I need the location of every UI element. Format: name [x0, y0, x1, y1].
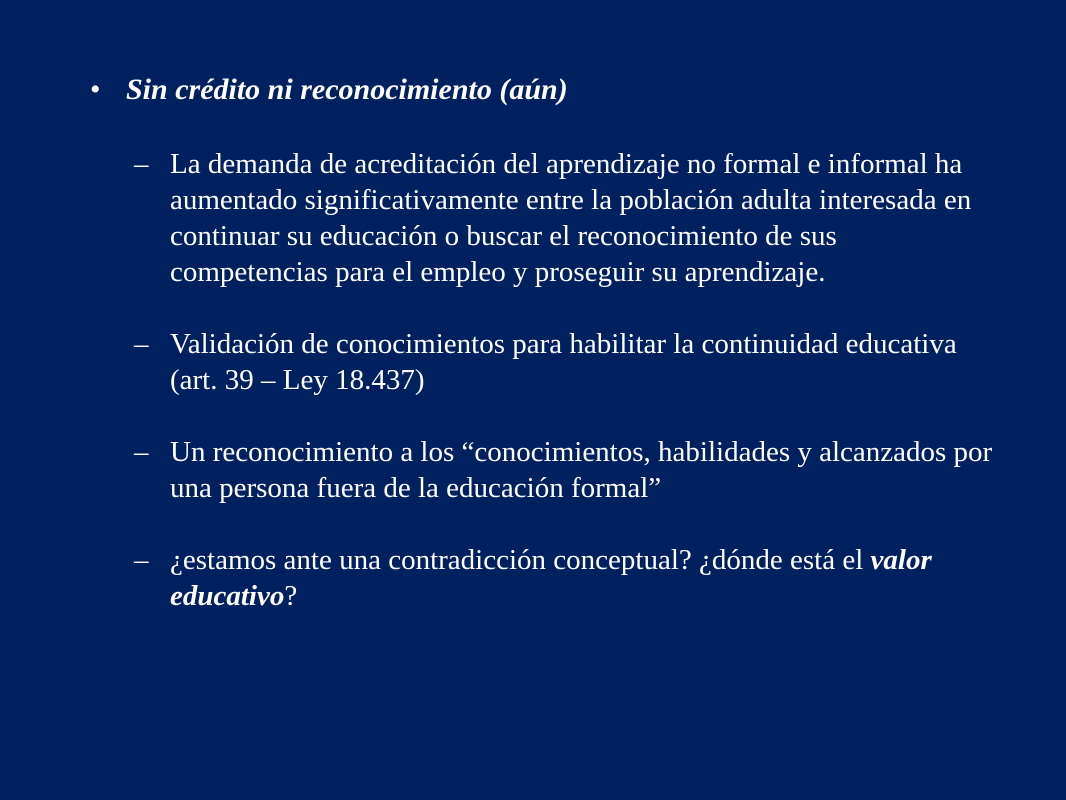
dash-icon: – [134, 436, 149, 468]
dash-icon: – [134, 544, 149, 576]
list-item-text: Un reconocimiento a los “conocimientos, habilidades y alcanzados por una persona fuera de la educación formal” [170, 436, 993, 504]
bullet-icon: • [90, 73, 101, 106]
list-item [134, 542, 994, 614]
emphasized-text: valor educativo [170, 544, 932, 612]
dash-icon: – [134, 328, 149, 360]
list-item-text: La demanda de acreditación del aprendizaje no formal e informal ha aumentado significativamente entre la población adulta interesada en continuar su educación o buscar el reconocimiento de sus competencias para el empleo y proseguir su aprendizaje. [170, 148, 972, 288]
list-item [134, 146, 994, 290]
list-item-text: Validación de conocimientos para habilitar la continuidad educativa (art. 39 – Ley 18.437) [170, 328, 957, 396]
list-item-text [170, 542, 994, 614]
dash-icon: – [134, 148, 149, 180]
list-item [134, 326, 994, 398]
list-item-text-after: ? [284, 580, 298, 612]
slide-heading: Sin crédito ni reconocimiento (aún) [126, 73, 568, 106]
list-item [134, 434, 994, 506]
sub-bullet-list [134, 146, 994, 650]
list-item-text-before: ¿estamos ante una contradicción conceptual? ¿dónde está el [170, 544, 871, 576]
